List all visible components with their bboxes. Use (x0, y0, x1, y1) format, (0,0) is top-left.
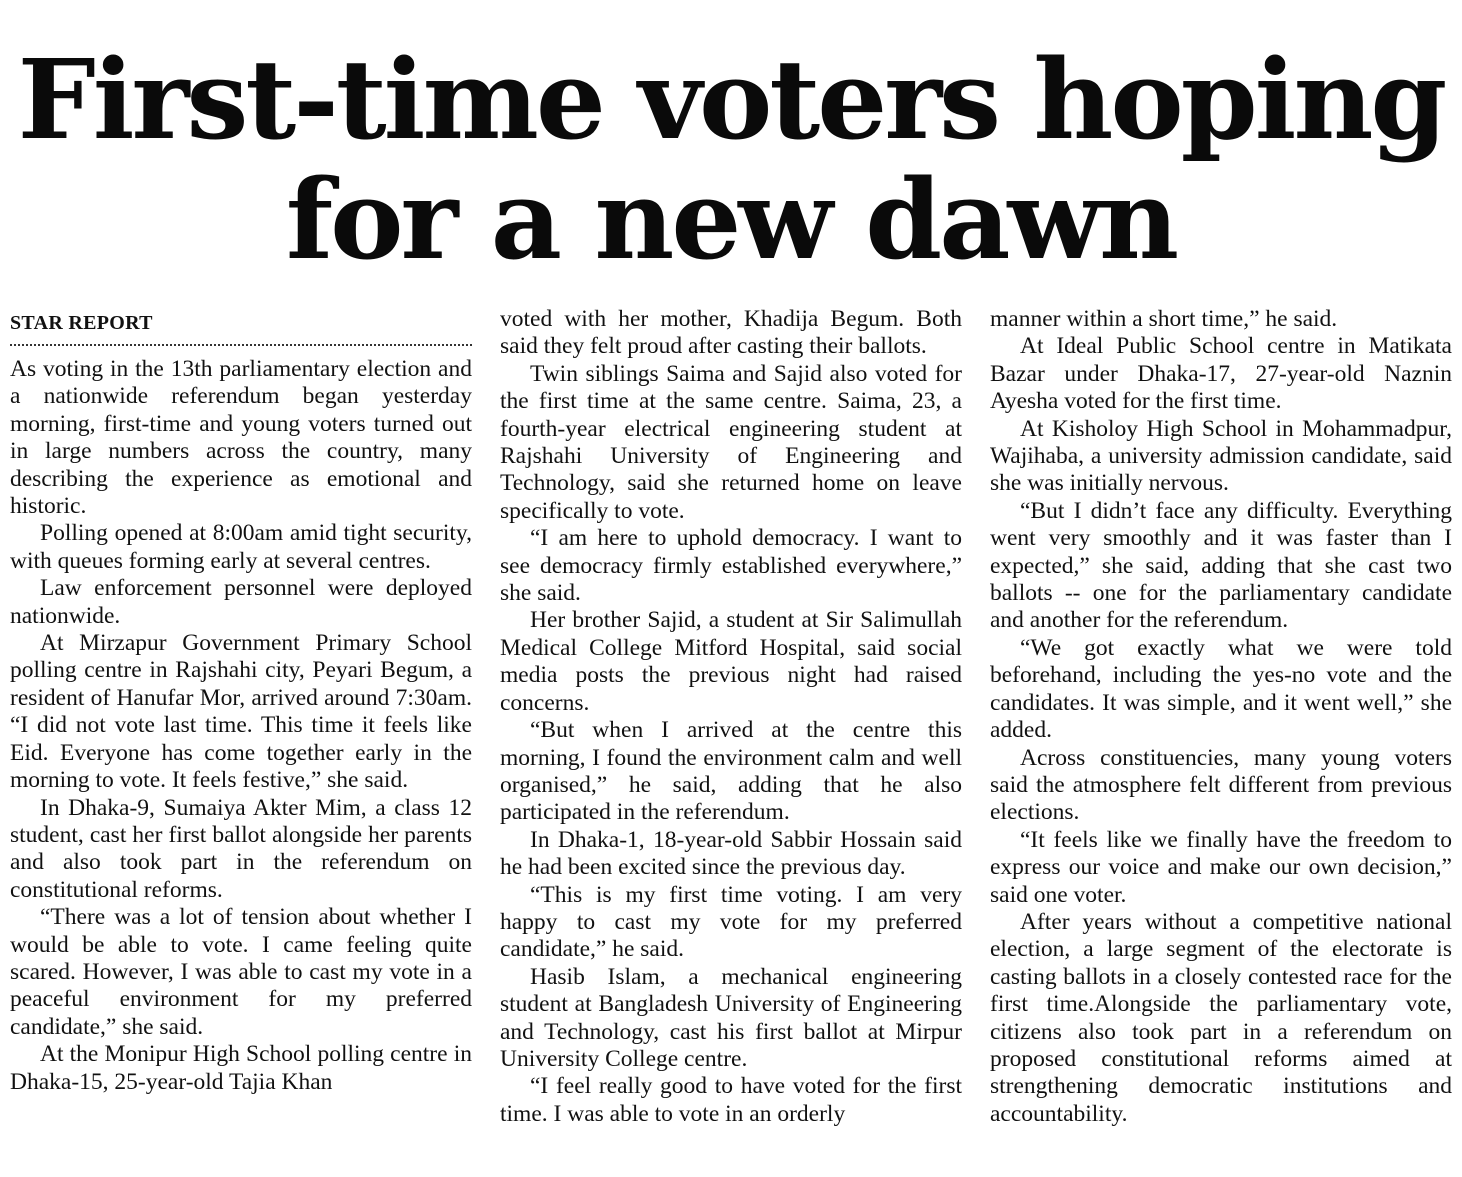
paragraph: “I am here to uphold democracy. I want to see democracy firmly established everywhere,” she said. (500, 525, 962, 607)
paragraph: In Dhaka-9, Sumaiya Akter Mim, a class 12 student, cast her first ballot alongside her parents and also took part in the referendum on constitutional reforms. (10, 794, 472, 903)
headline: First-time voters hoping for a new dawn (17, 35, 1445, 284)
paragraph: In Dhaka-1, 18-year-old Sabbir Hossain said he had been excited since the previous day. (500, 826, 962, 881)
paragraph: Her brother Sajid, a student at Sir Salimullah Medical College Mitford Hospital, said social media posts the previous night had raised concerns. (500, 607, 962, 716)
paragraph-continued: voted with her mother, Khadija Begum. Both said they felt proud after casting their ballots. (500, 306, 962, 360)
byline: STAR REPORT (10, 306, 472, 346)
paragraph: After years without a competitive national election, a large segment of the electorate is casting ballots in a closely contested race for the first time.Alongside the parliamentary vote, citizens also took part in a referendum on proposed constitutional reforms aimed at strengthening democratic institutions and accountability. (990, 908, 1452, 1127)
paragraph: “But when I arrived at the centre this morning, I found the environment calm and well organised,” he said, adding that he also participated in the referendum. (500, 717, 962, 826)
paragraph: As voting in the 13th parliamentary election and a nationwide referendum began yesterday morning, first-time and young voters turned out in large numbers across the country, many describing the experience as emotional and historic. (10, 356, 472, 520)
paragraph: “We got exactly what we were told beforehand, including the yes-no vote and the candidates. It was simple, and it went well,” she added. (990, 634, 1452, 744)
paragraph: Across constituencies, many young voters said the atmosphere felt different from previous elections. (990, 744, 1452, 826)
paragraph: “There was a lot of tension about whether I would be able to vote. I came feeling quite scared. However, I was able to cast my vote in a peaceful environment for my preferred candidate,” she said. (10, 904, 472, 1040)
paragraph: Polling opened at 8:00am amid tight security, with queues forming early at several centres. (10, 520, 472, 574)
paragraph: At Ideal Public School centre in Matikata Bazar under Dhaka-17, 27-year-old Naznin Ayesha voted for the first time. (990, 333, 1452, 415)
article-column-2 (500, 306, 962, 1128)
paragraph: At the Monipur High School polling centre in Dhaka-15, 25-year-old Tajia Khan (10, 1041, 472, 1095)
paragraph-continued: manner within a short time,” he said. (990, 306, 1338, 332)
paragraph: Twin siblings Saima and Sajid also voted for the first time at the same centre. Saima, 23, a fourth-year electrical engineering student at Rajshahi University of Engineering and Technology, said she returned home on leave specifically to vote. (500, 360, 962, 524)
article-column-1 (10, 306, 472, 1096)
paragraph: Law enforcement personnel were deployed nationwide. (10, 575, 472, 629)
paragraph: “But I didn’t face any difficulty. Everything went very smoothly and it was faster than I expected,” she said, adding that she cast two ballots -- one for the parliamentary candidate and another for the referendum. (990, 497, 1452, 634)
article-column-3 (990, 306, 1452, 1128)
paragraph: At Kisholoy High School in Mohammadpur, Wajihaba, a university admission candidate, said she was initially nervous. (990, 415, 1452, 497)
paragraph: “I feel really good to have voted for the first time. I was able to vote in an orderly (500, 1073, 962, 1127)
paragraph: “This is my first time voting. I am very happy to cast my vote for my preferred candidate,” he said. (500, 881, 962, 963)
paragraph: Hasib Islam, a mechanical engineering student at Bangladesh University of Engineering and Technology, cast his first ballot at Mirpur University College centre. (500, 963, 962, 1072)
paragraph: “It feels like we finally have the freedom to express our voice and make our own decision,” said one voter. (990, 826, 1452, 908)
paragraph: At Mirzapur Government Primary School polling centre in Rajshahi city, Peyari Begum, a resident of Hanufar Mor, arrived around 7:30am. “I did not vote last time. This time it feels like Eid. Everyone has come together early in the morning to vote. It feels festive,” she said. (10, 630, 472, 794)
